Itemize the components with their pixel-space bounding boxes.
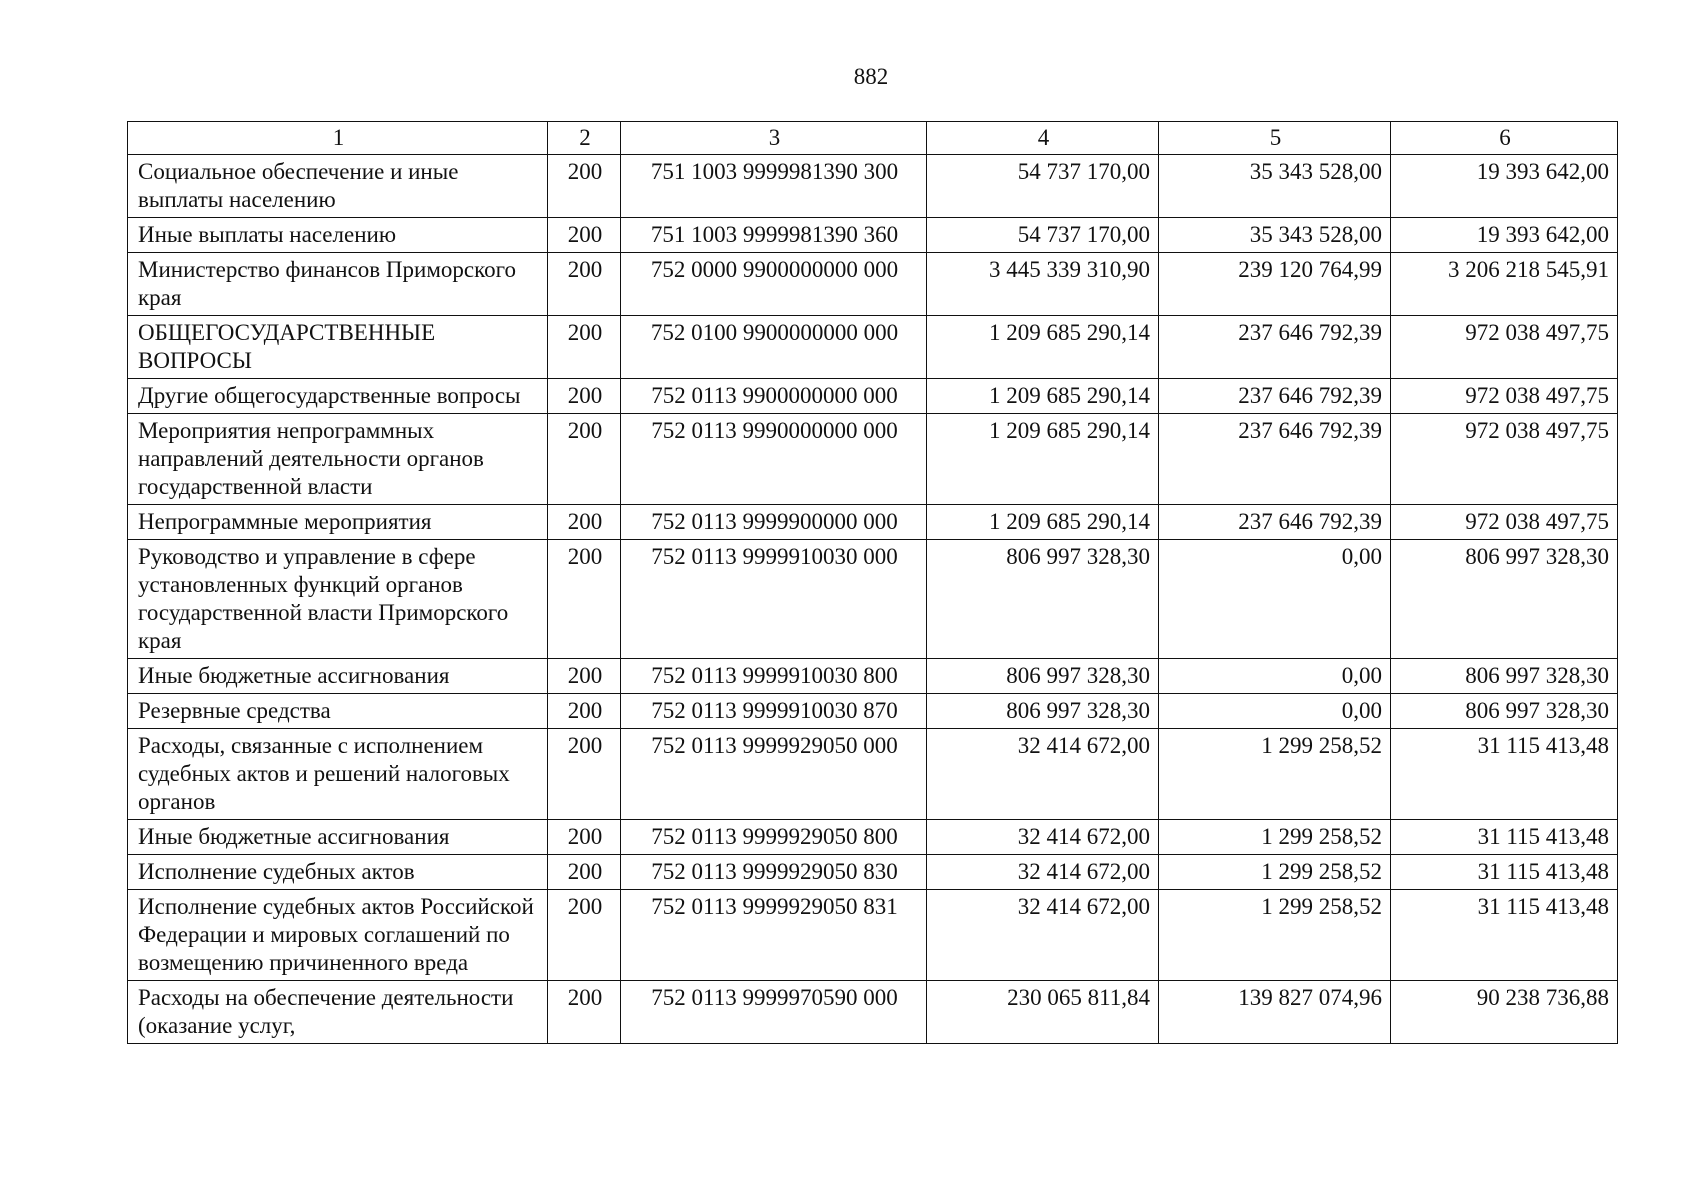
row-name-cell: ОБЩЕГОСУДАРСТВЕННЫЕ ВОПРОСЫ xyxy=(128,316,548,379)
row-value-col6: 806 997 328,30 xyxy=(1391,659,1618,694)
row-admin-cell: 200 xyxy=(548,659,621,694)
row-value-col6: 31 115 413,48 xyxy=(1391,820,1618,855)
row-code-cell: 752 0113 9999910030 870 xyxy=(621,694,927,729)
row-code-cell: 752 0113 9999929050 000 xyxy=(621,729,927,820)
row-admin-cell: 200 xyxy=(548,414,621,505)
row-value-col6: 19 393 642,00 xyxy=(1391,155,1618,218)
row-admin-cell: 200 xyxy=(548,820,621,855)
row-code-cell: 752 0113 9999929050 830 xyxy=(621,855,927,890)
row-value-col6: 972 038 497,75 xyxy=(1391,414,1618,505)
row-value-col4: 3 445 339 310,90 xyxy=(927,253,1159,316)
table-row xyxy=(128,379,1618,414)
table-row xyxy=(128,316,1618,379)
row-code-cell: 752 0113 9999929050 831 xyxy=(621,890,927,981)
row-name-cell: Резервные средства xyxy=(128,694,548,729)
row-admin-cell: 200 xyxy=(548,155,621,218)
column-header-5: 5 xyxy=(1159,122,1391,155)
row-value-col6: 972 038 497,75 xyxy=(1391,316,1618,379)
row-value-col5: 35 343 528,00 xyxy=(1159,218,1391,253)
row-name-cell: Иные выплаты населению xyxy=(128,218,548,253)
row-value-col6: 972 038 497,75 xyxy=(1391,505,1618,540)
row-code-cell: 751 1003 9999981390 360 xyxy=(621,218,927,253)
row-value-col4: 32 414 672,00 xyxy=(927,729,1159,820)
row-value-col6: 31 115 413,48 xyxy=(1391,855,1618,890)
row-value-col5: 237 646 792,39 xyxy=(1159,414,1391,505)
row-value-col4: 32 414 672,00 xyxy=(927,820,1159,855)
row-value-col6: 3 206 218 545,91 xyxy=(1391,253,1618,316)
row-admin-cell: 200 xyxy=(548,694,621,729)
row-code-cell: 752 0113 9999910030 800 xyxy=(621,659,927,694)
row-admin-cell: 200 xyxy=(548,729,621,820)
row-value-col5: 1 299 258,52 xyxy=(1159,729,1391,820)
row-value-col6: 90 238 736,88 xyxy=(1391,981,1618,1044)
row-value-col5: 35 343 528,00 xyxy=(1159,155,1391,218)
row-value-col4: 806 997 328,30 xyxy=(927,694,1159,729)
row-value-col5: 1 299 258,52 xyxy=(1159,820,1391,855)
table-body xyxy=(128,155,1618,1044)
row-code-cell: 752 0100 9900000000 000 xyxy=(621,316,927,379)
row-value-col4: 32 414 672,00 xyxy=(927,890,1159,981)
budget-table xyxy=(127,121,1618,1044)
row-code-cell: 752 0113 9999970590 000 xyxy=(621,981,927,1044)
page-number: 882 xyxy=(853,64,889,89)
row-value-col5: 0,00 xyxy=(1159,540,1391,659)
row-value-col5: 1 299 258,52 xyxy=(1159,890,1391,981)
row-code-cell: 752 0113 9990000000 000 xyxy=(621,414,927,505)
row-value-col4: 1 209 685 290,14 xyxy=(927,414,1159,505)
row-admin-cell: 200 xyxy=(548,505,621,540)
row-name-cell: Мероприятия непрограммных направлений деятельности органов государственной власти xyxy=(128,414,548,505)
table-row xyxy=(128,540,1618,659)
row-name-cell: Исполнение судебных актов xyxy=(128,855,548,890)
row-value-col6: 19 393 642,00 xyxy=(1391,218,1618,253)
table-row xyxy=(128,659,1618,694)
row-value-col6: 31 115 413,48 xyxy=(1391,890,1618,981)
row-admin-cell: 200 xyxy=(548,981,621,1044)
table-row xyxy=(128,218,1618,253)
row-code-cell: 751 1003 9999981390 300 xyxy=(621,155,927,218)
row-admin-cell: 200 xyxy=(548,253,621,316)
row-name-cell: Иные бюджетные ассигнования xyxy=(128,659,548,694)
row-value-col5: 139 827 074,96 xyxy=(1159,981,1391,1044)
row-admin-cell: 200 xyxy=(548,218,621,253)
row-value-col5: 237 646 792,39 xyxy=(1159,505,1391,540)
row-code-cell: 752 0000 9900000000 000 xyxy=(621,253,927,316)
row-value-col4: 54 737 170,00 xyxy=(927,218,1159,253)
row-admin-cell: 200 xyxy=(548,855,621,890)
column-header-3: 3 xyxy=(621,122,927,155)
table-row xyxy=(128,890,1618,981)
row-value-col5: 237 646 792,39 xyxy=(1159,316,1391,379)
row-name-cell: Иные бюджетные ассигнования xyxy=(128,820,548,855)
row-code-cell: 752 0113 9900000000 000 xyxy=(621,379,927,414)
row-name-cell: Непрограммные мероприятия xyxy=(128,505,548,540)
row-code-cell: 752 0113 9999900000 000 xyxy=(621,505,927,540)
table-row xyxy=(128,505,1618,540)
row-name-cell: Министерство финансов Приморского края xyxy=(128,253,548,316)
row-code-cell: 752 0113 9999929050 800 xyxy=(621,820,927,855)
row-name-cell: Социальное обеспечение и иные выплаты населению xyxy=(128,155,548,218)
row-value-col5: 1 299 258,52 xyxy=(1159,855,1391,890)
table-row xyxy=(128,694,1618,729)
table-row xyxy=(128,981,1618,1044)
row-value-col6: 806 997 328,30 xyxy=(1391,540,1618,659)
row-value-col4: 1 209 685 290,14 xyxy=(927,505,1159,540)
row-value-col4: 54 737 170,00 xyxy=(927,155,1159,218)
table-row xyxy=(128,820,1618,855)
row-name-cell: Расходы на обеспечение деятельности (оказание услуг, xyxy=(128,981,548,1044)
table-row xyxy=(128,155,1618,218)
column-header-6: 6 xyxy=(1391,122,1618,155)
row-value-col4: 1 209 685 290,14 xyxy=(927,379,1159,414)
row-value-col6: 806 997 328,30 xyxy=(1391,694,1618,729)
row-code-cell: 752 0113 9999910030 000 xyxy=(621,540,927,659)
table-row xyxy=(128,414,1618,505)
row-value-col5: 0,00 xyxy=(1159,659,1391,694)
row-name-cell: Другие общегосударственные вопросы xyxy=(128,379,548,414)
column-header-2: 2 xyxy=(548,122,621,155)
row-value-col5: 237 646 792,39 xyxy=(1159,379,1391,414)
row-value-col6: 31 115 413,48 xyxy=(1391,729,1618,820)
table-row xyxy=(128,253,1618,316)
table-header xyxy=(128,122,1618,155)
column-header-4: 4 xyxy=(927,122,1159,155)
table-row xyxy=(128,729,1618,820)
column-header-1: 1 xyxy=(128,122,548,155)
row-admin-cell: 200 xyxy=(548,890,621,981)
row-name-cell: Исполнение судебных актов Российской Федерации и мировых соглашений по возмещению причиненного вреда xyxy=(128,890,548,981)
row-admin-cell: 200 xyxy=(548,540,621,659)
row-name-cell: Расходы, связанные с исполнением судебных актов и решений налоговых органов xyxy=(128,729,548,820)
row-value-col6: 972 038 497,75 xyxy=(1391,379,1618,414)
header-row xyxy=(128,122,1618,155)
row-value-col5: 239 120 764,99 xyxy=(1159,253,1391,316)
row-value-col4: 1 209 685 290,14 xyxy=(927,316,1159,379)
table-row xyxy=(128,855,1618,890)
row-admin-cell: 200 xyxy=(548,379,621,414)
row-admin-cell: 200 xyxy=(548,316,621,379)
row-value-col5: 0,00 xyxy=(1159,694,1391,729)
row-value-col4: 806 997 328,30 xyxy=(927,540,1159,659)
row-value-col4: 806 997 328,30 xyxy=(927,659,1159,694)
row-value-col4: 32 414 672,00 xyxy=(927,855,1159,890)
row-name-cell: Руководство и управление в сфере установленных функций органов государственной власти Приморского края xyxy=(128,540,548,659)
row-value-col4: 230 065 811,84 xyxy=(927,981,1159,1044)
